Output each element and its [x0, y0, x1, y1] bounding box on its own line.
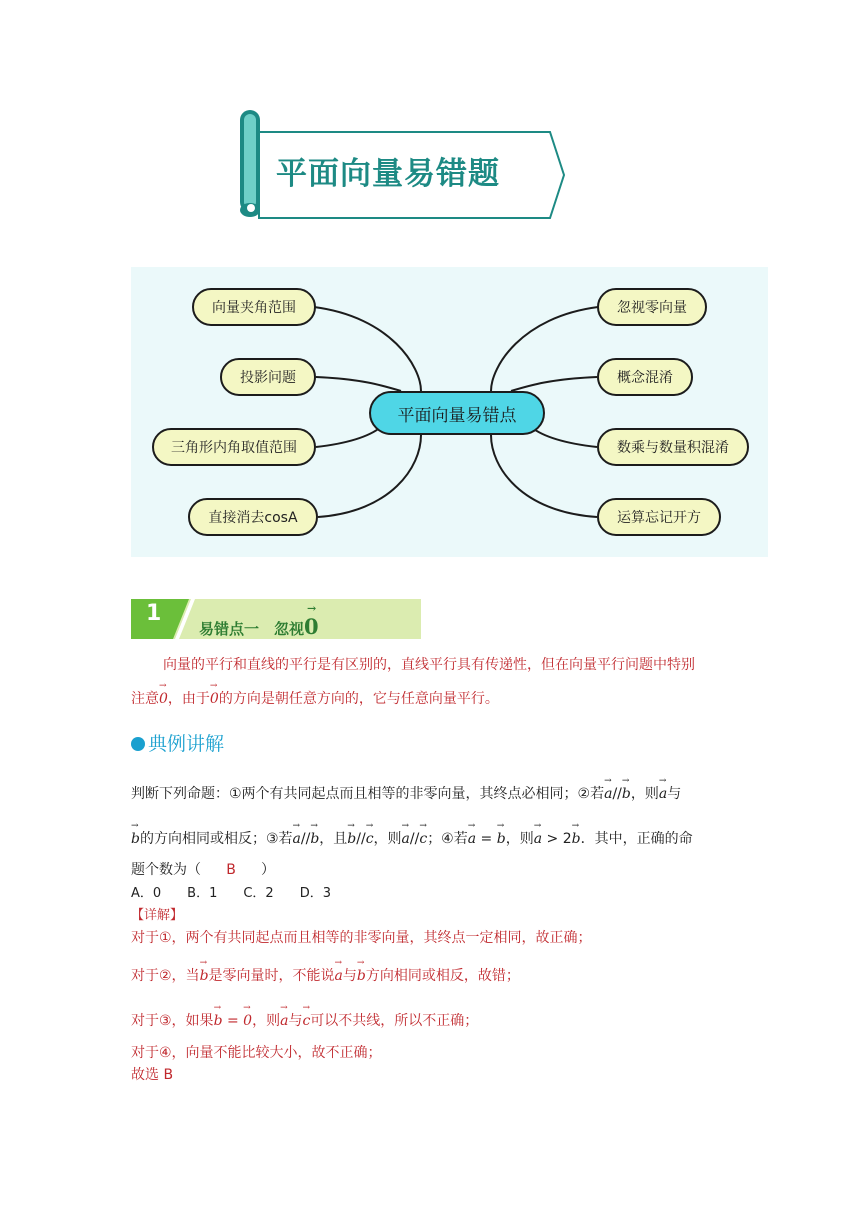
problem-text: ，则	[373, 831, 402, 847]
problem-text: 的方向相同或相反；③若	[139, 831, 293, 847]
answer-options: A．0 B．1 C．2 D．3	[131, 886, 331, 901]
solution-text: 对于②，当	[131, 968, 200, 984]
problem-line-2: → b的方向相同或相反；③若→ a//→ b，且→ b//→ c，则→ a//→ c；④若→ a = → b，则→ a > 2→ b．其中，正确的命	[131, 828, 693, 848]
vector-c: → c	[302, 1013, 310, 1029]
problem-text: ；④若	[427, 831, 468, 847]
vector-b: → b	[572, 831, 581, 847]
answer-fill: B	[226, 862, 236, 878]
mindmap-node-sqrt: 运算忘记开方	[597, 498, 721, 536]
mindmap-node-projection: 投影问题	[220, 358, 316, 396]
intro-text: 的方向是朝任意方向的，它与任意向量平行。	[218, 691, 499, 707]
vector-c: → c	[366, 831, 374, 847]
mindmap-node-scalar-vs-dot: 数乘与数量积混淆	[597, 428, 749, 466]
zero-symbol-text: 0	[304, 614, 319, 639]
problem-text: ．其中，正确的命	[580, 831, 693, 847]
mindmap-node-triangle-angle: 三角形内角取值范围	[152, 428, 316, 466]
problem-line-3	[131, 859, 275, 879]
solution-line-1: 对于①，两个有共同起点而且相等的非零向量，其终点一定相同，故正确；	[131, 930, 592, 946]
intro-text: ，由于	[167, 691, 210, 707]
vector-a: → a	[468, 831, 476, 847]
vector-a: → a	[335, 968, 343, 984]
example-heading	[131, 729, 224, 756]
mindmap-node-angle-range: 向量夹角范围	[192, 288, 316, 326]
mind-map	[131, 267, 768, 557]
zero-vector: → 0	[243, 1013, 252, 1029]
vector-arrow-icon: →	[307, 602, 317, 615]
problem-text: 题个数为（	[131, 862, 201, 878]
solution-text: 方向相同或相反，故错；	[365, 968, 520, 984]
vector-a: → a	[534, 831, 542, 847]
solution-text: 与	[342, 968, 357, 984]
solution-line-2	[131, 965, 520, 985]
vector-a: → a	[280, 1013, 288, 1029]
solution-line-5: 故选 B	[131, 1067, 174, 1083]
solution-text: ，则	[252, 1013, 281, 1029]
solution-line-4: 对于④，向量不能比较大小，故不正确；	[131, 1045, 382, 1061]
example-heading-text: 典例讲解	[148, 733, 225, 755]
vector-b: → b	[357, 968, 366, 984]
vector-a: → a	[604, 786, 612, 802]
zero-vector-symbol	[304, 602, 319, 639]
mindmap-node-concept: 概念混淆	[597, 358, 693, 396]
problem-text: ，且	[319, 831, 348, 847]
vector-b: → b	[497, 831, 506, 847]
zero-vector: → 0	[210, 691, 219, 707]
solution-text: 是零向量时，不能说	[208, 968, 335, 984]
vector-a: → a	[659, 786, 667, 802]
intro-line-2	[131, 688, 499, 708]
vector-a: → a	[293, 831, 301, 847]
page-title: 平面向量易错题	[276, 156, 500, 192]
vector-b: → b	[131, 831, 140, 847]
vector-b: → b	[310, 831, 319, 847]
section-number: 1	[146, 601, 162, 626]
section-title	[199, 602, 319, 639]
vector-c: → c	[419, 831, 427, 847]
problem-text: ，则	[630, 786, 659, 802]
solution-text: 可以不共线，所以不正确；	[310, 1013, 479, 1029]
mindmap-center-node: 平面向量易错点	[369, 391, 545, 435]
solution-line-3: 对于③，如果→ b = → 0，则→ a与→ c可以不共线，所以不正确；	[131, 1010, 478, 1030]
section-title-text: 易错点一 忽视	[199, 620, 305, 638]
bullet-dot-icon	[131, 737, 145, 751]
vector-b: → b	[347, 831, 356, 847]
mindmap-node-cancel-cosa: 直接消去cosA	[188, 498, 318, 536]
intro-text: 注意	[131, 691, 159, 707]
problem-text: ，则	[505, 831, 534, 847]
zero-vector: → 0	[159, 691, 168, 707]
intro-line-1: 向量的平行和直线的平行是有区别的，直线平行具有传递性，但在向量平行问题中特别	[163, 657, 695, 673]
problem-text: 与	[667, 786, 682, 802]
solution-text: 与	[288, 1013, 303, 1029]
vector-b: → b	[214, 1013, 223, 1029]
problem-text: 判断下列命题：①两个有共同起点而且相等的非零向量，其终点必相同；②若	[131, 786, 605, 802]
mindmap-node-zero-vector: 忽视零向量	[597, 288, 707, 326]
solution-label: 【详解】	[131, 908, 184, 923]
vector-b: → b	[622, 786, 631, 802]
problem-text: ）	[261, 862, 275, 878]
problem-line-1: 判断下列命题：①两个有共同起点而且相等的非零向量，其终点必相同；②若→ a//→ b，则→ a与	[131, 783, 681, 803]
vector-a: → a	[402, 831, 410, 847]
vector-b: → b	[200, 968, 209, 984]
solution-text: 对于③，如果	[131, 1013, 214, 1029]
